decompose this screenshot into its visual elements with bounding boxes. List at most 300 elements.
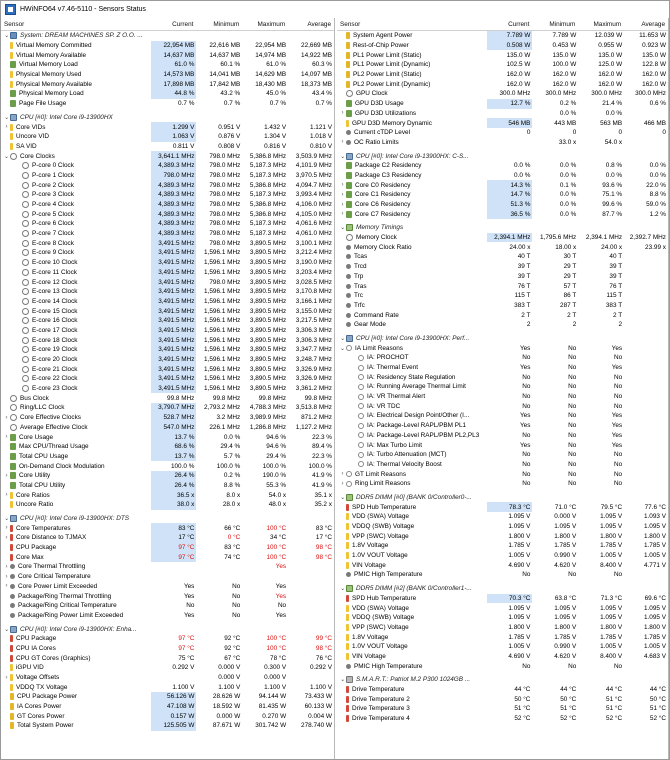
expand-toggle-icon[interactable]: ›: [341, 191, 344, 198]
sensor-name: VDDQ TX Voltage: [16, 683, 68, 691]
sensor-row[interactable]: [1, 306, 334, 316]
tree-spacer: [15, 230, 22, 237]
value-average: [288, 582, 334, 592]
sensor-row[interactable]: [337, 372, 668, 382]
sensor-name: IA: Max Turbo Limit: [367, 441, 423, 449]
clock-icon: [22, 259, 29, 266]
sensor-row[interactable]: [1, 452, 334, 462]
sensor-row[interactable]: [1, 374, 334, 384]
sensor-row[interactable]: [1, 500, 334, 510]
value-average: [624, 310, 668, 320]
sensor-row[interactable]: [337, 531, 668, 541]
value-average: 98 °C: [315, 544, 332, 552]
thermometer-icon: [346, 696, 349, 703]
sensor-row[interactable]: [1, 533, 334, 543]
cpu-chip-icon: [346, 153, 353, 160]
value-current: 3,491.5 MHz: [151, 238, 197, 248]
value-minimum: No: [568, 480, 577, 488]
sensor-row[interactable]: [1, 248, 334, 258]
sensor-row[interactable]: [337, 502, 668, 512]
sensor-row[interactable]: [1, 393, 334, 403]
sensor-row[interactable]: [337, 632, 668, 642]
value-average: 14,922 MB: [301, 51, 332, 59]
value-maximum: 75.1 %: [602, 191, 623, 199]
value-current: 13.7 %: [151, 452, 197, 462]
value-maximum: Yes: [275, 582, 287, 590]
cpu-chip-icon: [10, 114, 17, 121]
value-average: 2,392.7 MHz: [629, 234, 666, 242]
sensor-row[interactable]: [337, 570, 668, 580]
col-average[interactable]: Average: [641, 20, 666, 28]
sensor-group-header[interactable]: [337, 223, 668, 233]
sensor-row[interactable]: [1, 611, 334, 621]
value-average: 3,170.8 MHz: [295, 288, 332, 296]
sensor-row[interactable]: [337, 60, 668, 70]
value-average: [624, 291, 668, 301]
sensor-group-header[interactable]: [1, 31, 334, 41]
sensor-label-cell: [1, 552, 151, 562]
sensor-row[interactable]: [337, 522, 668, 532]
sensor-group-header[interactable]: [337, 493, 668, 503]
thermometer-icon: [10, 554, 13, 561]
value-maximum: 5,187.3 MHz: [249, 171, 287, 179]
value-average: 1,127.2 MHz: [295, 423, 332, 431]
sensor-label-cell: [1, 634, 151, 644]
expand-toggle-icon[interactable]: ›: [5, 492, 8, 499]
sensor-row[interactable]: [1, 79, 334, 89]
thermometer-icon: [10, 534, 13, 541]
sensor-row[interactable]: [337, 128, 668, 138]
sensor-label-cell: [1, 248, 151, 258]
sensor-row[interactable]: [1, 41, 334, 51]
expand-toggle-icon[interactable]: ›: [5, 573, 8, 580]
sensor-row[interactable]: [1, 423, 334, 433]
expand-toggle-icon[interactable]: ›: [5, 583, 8, 590]
sensor-row[interactable]: [337, 450, 668, 460]
value-minimum: 1.095 V: [554, 523, 577, 531]
sensor-row[interactable]: [1, 432, 334, 442]
sensor-name: Core Usage: [19, 433, 54, 441]
sensor-row[interactable]: [337, 171, 668, 181]
sensor-row[interactable]: [337, 262, 668, 272]
sensor-row[interactable]: [1, 277, 334, 287]
sensor-row[interactable]: [1, 219, 334, 229]
sensor-row[interactable]: [1, 413, 334, 423]
tree-spacer: [339, 624, 346, 631]
col-current[interactable]: Current: [508, 20, 530, 28]
sensor-label-cell: [1, 692, 151, 702]
value-average: 1.095 V: [643, 614, 666, 622]
sensor-pane-right[interactable]: [337, 18, 669, 760]
sensor-group-header[interactable]: [337, 675, 668, 685]
sensor-row[interactable]: [337, 41, 668, 51]
value-minimum: 2: [572, 321, 577, 329]
sensor-label-cell: [337, 334, 487, 344]
sensor-row[interactable]: [337, 70, 668, 80]
value-minimum: No: [568, 441, 577, 449]
collapse-toggle-icon[interactable]: ⌄: [339, 153, 346, 160]
value-current: 3,790.7 MHz: [151, 403, 197, 413]
computer-icon: [10, 32, 17, 39]
value-average: 52 °C: [649, 715, 666, 723]
sensor-row[interactable]: [1, 461, 334, 471]
sensor-row[interactable]: [1, 471, 334, 481]
sensor-row[interactable]: [1, 60, 334, 70]
sensor-row[interactable]: [337, 603, 668, 613]
sensor-row[interactable]: [1, 442, 334, 452]
sensor-row[interactable]: [337, 613, 668, 623]
sensor-row[interactable]: [1, 601, 334, 611]
sensor-row[interactable]: [337, 440, 668, 450]
title-bar[interactable]: [1, 1, 669, 17]
value-current: 3,491.5 MHz: [151, 326, 197, 336]
tree-spacer: [15, 327, 22, 334]
value-current: 546 MB: [487, 118, 533, 128]
sensor-row[interactable]: [337, 320, 668, 330]
sensor-group-header[interactable]: [337, 334, 668, 344]
sensor-row[interactable]: [337, 200, 668, 210]
sensor-row[interactable]: [1, 89, 334, 99]
col-minimum[interactable]: Minimum: [213, 20, 240, 28]
sensor-row[interactable]: [1, 663, 334, 673]
value-current: 3,491.5 MHz: [151, 384, 197, 394]
collapse-toggle-icon[interactable]: ⌄: [3, 114, 10, 121]
value-current: [151, 673, 197, 683]
sensor-row[interactable]: [337, 161, 668, 171]
value-minimum: 300.0 MHz: [545, 90, 577, 98]
status-dot-icon: [346, 322, 351, 327]
tree-spacer: [339, 71, 346, 78]
value-current: 3,491.5 MHz: [151, 277, 197, 287]
sensor-row[interactable]: [1, 161, 334, 171]
clock-icon: [22, 191, 29, 198]
sensor-row[interactable]: [337, 421, 668, 431]
sensor-row[interactable]: [337, 109, 668, 119]
sensor-row[interactable]: [337, 281, 668, 291]
collapse-toggle-icon[interactable]: ⌄: [339, 586, 346, 593]
expand-toggle-icon[interactable]: ›: [341, 201, 344, 208]
sensor-row[interactable]: [337, 551, 668, 561]
sensor-row[interactable]: [1, 582, 334, 592]
tree-spacer: [3, 453, 10, 460]
sensor-row[interactable]: [337, 694, 668, 704]
voltage-icon: [10, 133, 13, 140]
tree-spacer: [351, 461, 358, 468]
sensor-row[interactable]: [337, 661, 668, 671]
sensor-row[interactable]: [337, 272, 668, 282]
collapse-toggle-icon[interactable]: ⌄: [3, 33, 10, 40]
value-average: 4,101.9 MHz: [295, 162, 332, 170]
value-average: 100.0 %: [308, 462, 332, 470]
collapse-toggle-icon[interactable]: ⌄: [339, 345, 346, 352]
value-minimum: 1,596.1 MHz: [204, 385, 241, 393]
col-minimum[interactable]: Minimum: [549, 20, 576, 28]
sensor-row[interactable]: [337, 89, 668, 99]
expand-toggle-icon[interactable]: ›: [5, 674, 8, 681]
sensor-row[interactable]: [337, 31, 668, 41]
collapse-toggle-icon[interactable]: ⌄: [3, 516, 10, 523]
sensor-row[interactable]: [1, 355, 334, 365]
value-current: 36.5 x: [151, 490, 197, 500]
thermometer-icon: [346, 686, 349, 693]
col-average[interactable]: Average: [307, 20, 332, 28]
expand-toggle-icon[interactable]: ›: [5, 434, 8, 441]
usage-bar-icon: [346, 211, 352, 218]
value-maximum: 44 °C: [606, 686, 623, 694]
value-average: 0.810 V: [309, 142, 332, 150]
sensor-row[interactable]: [337, 343, 668, 353]
expand-toggle-icon[interactable]: ›: [5, 525, 8, 532]
sensor-row[interactable]: [1, 180, 334, 190]
sensor-row[interactable]: [1, 543, 334, 553]
sensor-row[interactable]: [1, 132, 334, 142]
sensor-row[interactable]: [337, 301, 668, 311]
sensor-row[interactable]: [337, 50, 668, 60]
value-minimum: 71.0 °C: [554, 503, 577, 511]
sensor-row[interactable]: [337, 479, 668, 489]
sensor-row[interactable]: [337, 118, 668, 128]
sensor-row[interactable]: [337, 209, 668, 219]
sensor-row[interactable]: [337, 310, 668, 320]
sensor-row[interactable]: [337, 541, 668, 551]
sensor-row[interactable]: [337, 252, 668, 262]
sensor-row[interactable]: [1, 151, 334, 161]
expand-toggle-icon[interactable]: ›: [341, 211, 344, 218]
sensor-row[interactable]: [337, 138, 668, 148]
col-sensor[interactable]: Sensor: [4, 20, 25, 28]
sensor-row[interactable]: [1, 50, 334, 60]
expand-toggle-icon[interactable]: ›: [341, 139, 344, 146]
sensor-row[interactable]: [1, 268, 334, 278]
sensor-name: E-core 11 Clock: [32, 268, 77, 276]
sensor-row[interactable]: [337, 190, 668, 200]
sensor-row[interactable]: [1, 297, 334, 307]
sensor-row[interactable]: [337, 460, 668, 470]
value-maximum: Yes: [275, 592, 287, 600]
sensor-row[interactable]: [1, 142, 334, 152]
value-maximum: 21.4 %: [602, 100, 623, 108]
value-average: 3,100.1 MHz: [295, 239, 332, 247]
sensor-group-header[interactable]: [337, 584, 668, 594]
sensor-row[interactable]: [337, 363, 668, 373]
collapse-toggle-icon[interactable]: ⌄: [339, 494, 346, 501]
voltage-icon: [346, 120, 349, 127]
value-minimum: 4.620 V: [554, 652, 577, 660]
sensor-name: E-core 20 Clock: [32, 356, 78, 364]
sensor-row[interactable]: [1, 287, 334, 297]
value-current: 798.0 MHz: [151, 171, 197, 181]
sensor-row[interactable]: [1, 673, 334, 683]
expand-toggle-icon[interactable]: ›: [5, 534, 8, 541]
sensor-name: P-core 2 Clock: [32, 181, 74, 189]
sensor-row[interactable]: [337, 652, 668, 662]
value-maximum: No: [613, 373, 623, 381]
sensor-row[interactable]: [1, 552, 334, 562]
expand-toggle-icon[interactable]: ›: [341, 471, 344, 478]
expand-toggle-icon[interactable]: ›: [5, 124, 8, 131]
sensor-row[interactable]: [1, 702, 334, 712]
sensor-row[interactable]: [1, 70, 334, 80]
sensor-group-header[interactable]: [1, 113, 334, 123]
sensor-name: Core Utility: [19, 472, 51, 480]
sensor-row[interactable]: [1, 238, 334, 248]
sensor-row[interactable]: [1, 721, 334, 731]
sensor-row[interactable]: [1, 326, 334, 336]
sensor-row[interactable]: [337, 291, 668, 301]
sensor-row[interactable]: [1, 229, 334, 239]
clock-icon: [22, 230, 29, 237]
sensor-row[interactable]: [337, 99, 668, 109]
sensor-row[interactable]: [337, 714, 668, 724]
value-average: 1.785 V: [643, 633, 666, 641]
sensor-row[interactable]: [337, 642, 668, 652]
value-minimum: 1.095 V: [554, 614, 577, 622]
sensor-label-cell: [337, 551, 487, 561]
collapse-toggle-icon[interactable]: ⌄: [339, 677, 346, 684]
sensor-label-cell: [1, 663, 151, 673]
sensor-label-cell: [1, 60, 151, 70]
sensor-group-header[interactable]: [1, 514, 334, 524]
collapse-toggle-icon[interactable]: ⌄: [339, 335, 346, 342]
voltage-icon: [346, 653, 349, 660]
sensor-label-cell: [1, 423, 151, 433]
sensor-row[interactable]: [1, 345, 334, 355]
expand-toggle-icon[interactable]: ›: [341, 480, 344, 487]
value-minimum: 798.0 MHz: [209, 191, 241, 199]
value-minimum: 1,596.1 MHz: [204, 326, 241, 334]
sensor-row[interactable]: [1, 403, 334, 413]
col-current[interactable]: Current: [172, 20, 194, 28]
sensor-row[interactable]: [337, 594, 668, 604]
value-current: No: [522, 431, 531, 439]
sensor-row[interactable]: [337, 79, 668, 89]
usage-bar-icon: [10, 100, 16, 107]
sensor-row[interactable]: [1, 711, 334, 721]
value-minimum: 287 T: [560, 301, 577, 309]
sensor-row[interactable]: [337, 353, 668, 363]
clock-icon: [22, 249, 29, 256]
value-minimum: 1,596.1 MHz: [204, 268, 241, 276]
sensor-row[interactable]: [1, 364, 334, 374]
col-sensor[interactable]: Sensor: [340, 20, 361, 28]
clock-icon: [22, 366, 29, 373]
voltage-icon: [10, 81, 13, 88]
value-current: No: [522, 402, 531, 410]
sensor-group-header[interactable]: [1, 624, 334, 634]
value-maximum: 99.8 MHz: [258, 394, 287, 402]
sensor-row[interactable]: [337, 560, 668, 570]
sensor-row[interactable]: [337, 401, 668, 411]
sensor-name: Core Temperatures: [16, 524, 71, 532]
sensor-row[interactable]: [1, 682, 334, 692]
sensor-row[interactable]: [1, 572, 334, 582]
sensor-row[interactable]: [337, 512, 668, 522]
status-dot-icon: [346, 140, 351, 145]
voltage-icon: [10, 674, 13, 681]
sensor-row[interactable]: [1, 644, 334, 654]
sensor-row[interactable]: [1, 490, 334, 500]
sensor-row[interactable]: [337, 242, 668, 252]
sensor-row[interactable]: [1, 99, 334, 109]
collapse-toggle-icon[interactable]: ⌄: [339, 225, 346, 232]
tree-spacer: [339, 263, 346, 270]
collapse-toggle-icon[interactable]: ⌄: [3, 626, 10, 633]
value-average: 35.1 x: [314, 491, 332, 499]
sensor-row[interactable]: [1, 258, 334, 268]
sensor-row[interactable]: [1, 335, 334, 345]
sensor-row[interactable]: [337, 411, 668, 421]
expand-toggle-icon[interactable]: ›: [341, 110, 344, 117]
col-maximum[interactable]: Maximum: [257, 20, 286, 28]
sensor-name: E-core 10 Clock: [32, 259, 78, 267]
sensor-row[interactable]: [337, 431, 668, 441]
sensor-label-cell: [1, 171, 151, 181]
sensor-row[interactable]: [337, 392, 668, 402]
sensor-row[interactable]: [1, 481, 334, 491]
sensor-row[interactable]: [1, 591, 334, 601]
sensor-name: Core Clocks: [20, 152, 55, 160]
sensor-row[interactable]: [1, 653, 334, 663]
value-minimum: 798.0 MHz: [209, 239, 241, 247]
voltage-icon: [346, 605, 349, 612]
sensor-row[interactable]: [1, 209, 334, 219]
expand-toggle-icon[interactable]: ›: [5, 414, 8, 421]
sensor-name: P-core 7 Clock: [32, 230, 74, 238]
expand-toggle-icon[interactable]: ›: [341, 182, 344, 189]
value-minimum: 60.1 %: [220, 61, 241, 69]
sensor-row[interactable]: [337, 469, 668, 479]
sensor-row[interactable]: [1, 384, 334, 394]
status-dot-icon: [346, 264, 351, 269]
sensor-row[interactable]: [1, 316, 334, 326]
sensor-label-cell: [1, 721, 151, 731]
sensor-label-cell: [1, 316, 151, 326]
value-maximum: 100 °C: [266, 644, 287, 652]
collapse-toggle-icon[interactable]: ⌄: [3, 153, 10, 160]
sensor-row[interactable]: [1, 634, 334, 644]
value-minimum: 87.671 W: [212, 722, 241, 730]
sensor-row[interactable]: [1, 200, 334, 210]
sensor-row[interactable]: [1, 122, 334, 132]
sensor-row[interactable]: [337, 180, 668, 190]
sensor-row[interactable]: [337, 704, 668, 714]
sensor-row[interactable]: [1, 692, 334, 702]
sensor-label-cell: [337, 79, 487, 89]
value-minimum: 14,041 MB: [209, 71, 241, 79]
tree-spacer: [15, 346, 22, 353]
sensor-row[interactable]: [337, 233, 668, 243]
sensor-row[interactable]: [1, 190, 334, 200]
sensor-group-header[interactable]: [337, 151, 668, 161]
col-maximum[interactable]: Maximum: [593, 20, 622, 28]
sensor-row[interactable]: [1, 562, 334, 572]
sensor-row[interactable]: [337, 382, 668, 392]
sensor-label-cell: [337, 560, 487, 570]
expand-toggle-icon[interactable]: ›: [5, 563, 8, 570]
sensor-row[interactable]: [337, 685, 668, 695]
sensor-pane-left[interactable]: [1, 18, 335, 760]
value-maximum: 94.6 %: [266, 443, 287, 451]
value-current: 1.800 V: [508, 532, 531, 540]
sensor-name: VDDQ (SWB) Voltage: [352, 523, 415, 531]
value-minimum: 798.0 MHz: [209, 171, 241, 179]
value-maximum: 1.800 V: [600, 532, 623, 540]
sensor-row[interactable]: [337, 623, 668, 633]
sensor-row[interactable]: [1, 171, 334, 181]
sensor-row[interactable]: [1, 523, 334, 533]
expand-toggle-icon[interactable]: ›: [5, 472, 8, 479]
sensor-name: E-core 18 Clock: [32, 336, 78, 344]
